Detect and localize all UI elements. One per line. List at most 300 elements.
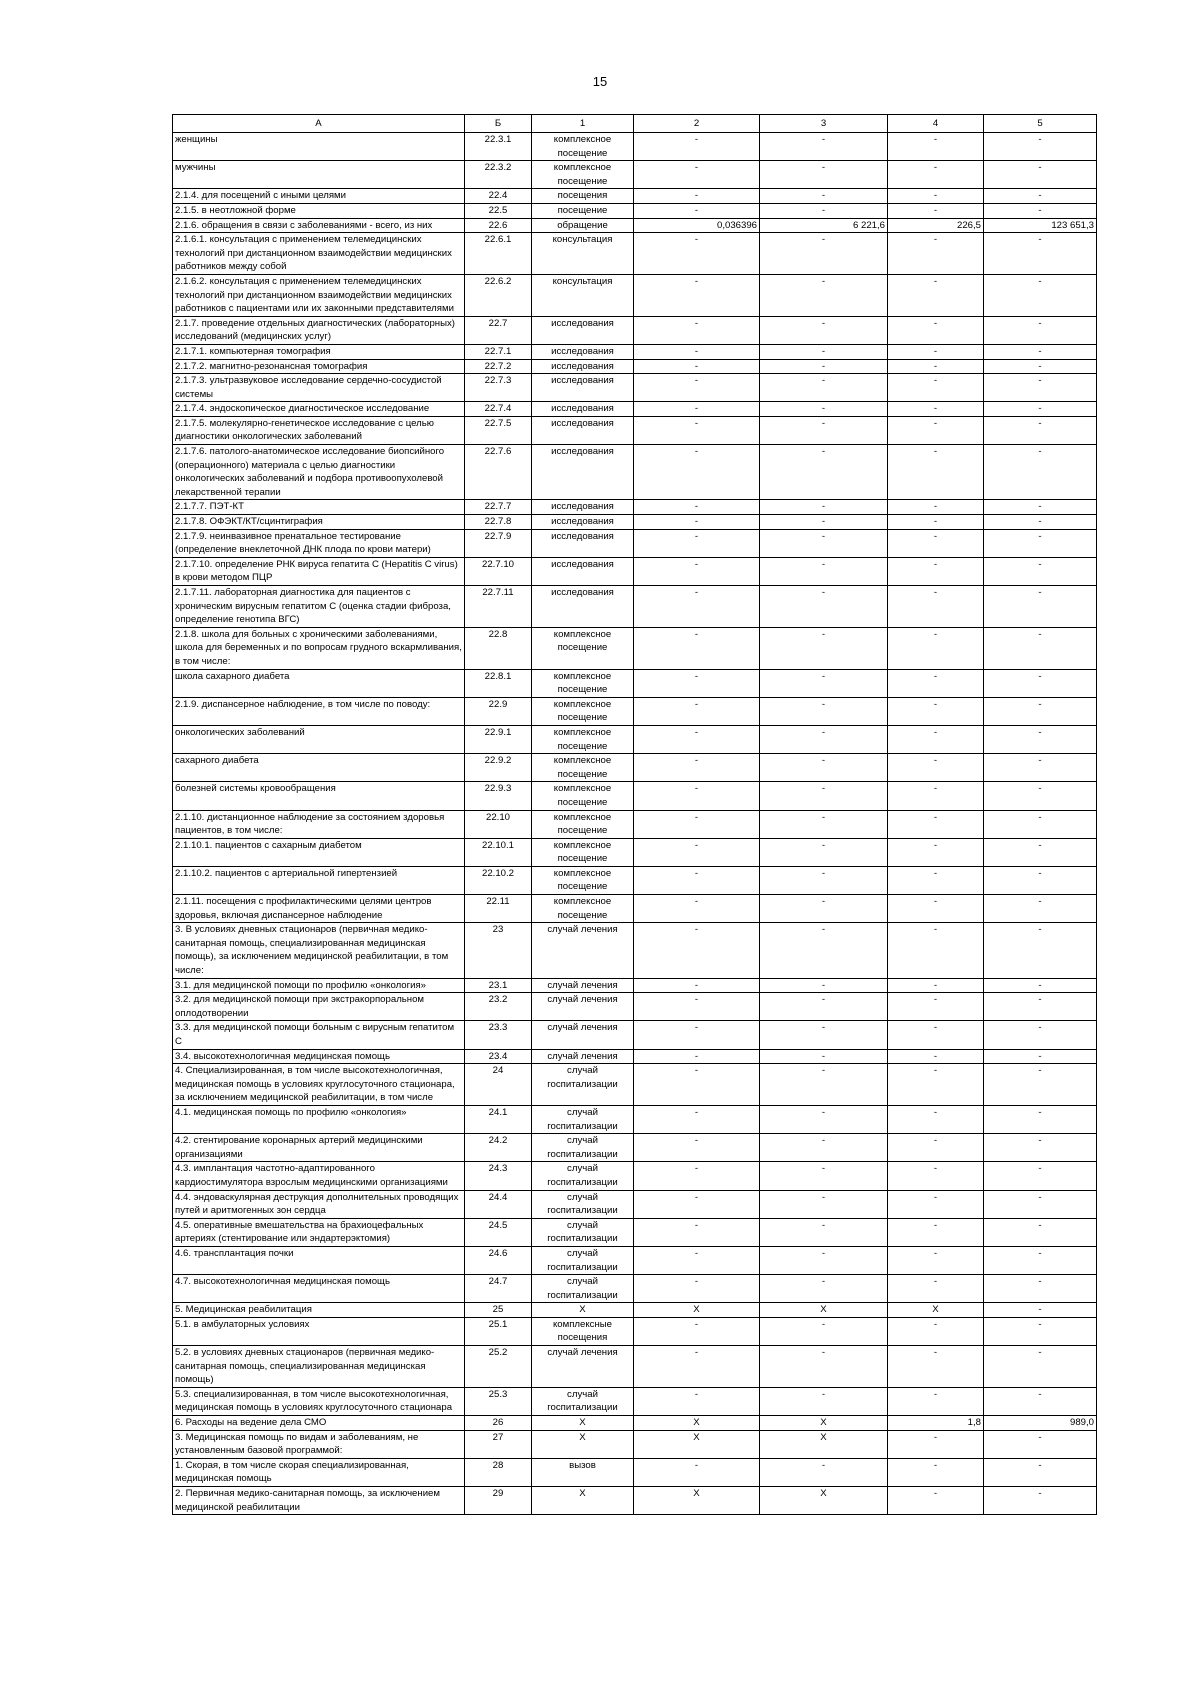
- header-col-2: 2: [634, 115, 760, 133]
- cell-unit: исследования: [532, 445, 634, 500]
- cell-col-4: -: [888, 1487, 984, 1515]
- cell-col-2: -: [634, 416, 760, 444]
- cell-name: 2.1.10.2. пациентов с артериальной гипертензией: [173, 866, 465, 894]
- cell-col-4: -: [888, 627, 984, 669]
- cell-unit: исследования: [532, 557, 634, 585]
- cell-col-4: -: [888, 316, 984, 344]
- cell-col-3: -: [760, 189, 888, 204]
- cell-col-4: -: [888, 923, 984, 978]
- cell-col-2: 0,036396: [634, 218, 760, 233]
- cell-row-code: 28: [465, 1458, 532, 1486]
- cell-col-3: -: [760, 1134, 888, 1162]
- cell-col-5: -: [984, 1387, 1097, 1415]
- cell-unit: Х: [532, 1416, 634, 1431]
- cell-unit: вызов: [532, 1458, 634, 1486]
- cell-row-code: 23: [465, 923, 532, 978]
- cell-unit: исследования: [532, 374, 634, 402]
- cell-col-2: Х: [634, 1430, 760, 1458]
- cell-col-2: -: [634, 1275, 760, 1303]
- cell-col-4: -: [888, 1162, 984, 1190]
- cell-unit: исследования: [532, 402, 634, 417]
- cell-row-code: 22.7.3: [465, 374, 532, 402]
- cell-col-5: -: [984, 754, 1097, 782]
- cell-col-2: -: [634, 1162, 760, 1190]
- cell-row-code: 23.3: [465, 1021, 532, 1049]
- cell-col-2: -: [634, 782, 760, 810]
- cell-name: 5.3. специализированная, в том числе высокотехнологичная, медицинская помощь в условиях круглосуточного стационара: [173, 1387, 465, 1415]
- cell-col-2: -: [634, 838, 760, 866]
- table-row: [173, 161, 1097, 189]
- cell-col-2: -: [634, 1105, 760, 1133]
- data-table: [172, 114, 1097, 1515]
- cell-unit: случай госпитализации: [532, 1190, 634, 1218]
- cell-col-4: -: [888, 1105, 984, 1133]
- cell-name: 2.1.7.10. определение РНК вируса гепатита С (Hepatitis C virus) в крови методом ПЦР: [173, 557, 465, 585]
- cell-col-3: 6 221,6: [760, 218, 888, 233]
- table-row: [173, 218, 1097, 233]
- cell-name: 2.1.7.4. эндоскопическое диагностическое исследование: [173, 402, 465, 417]
- cell-col-5: -: [984, 978, 1097, 993]
- cell-col-5: -: [984, 402, 1097, 417]
- cell-unit: случай лечения: [532, 993, 634, 1021]
- cell-col-5: -: [984, 557, 1097, 585]
- cell-col-4: -: [888, 557, 984, 585]
- cell-col-3: -: [760, 1190, 888, 1218]
- cell-row-code: 22.8: [465, 627, 532, 669]
- header-col-4: 4: [888, 115, 984, 133]
- cell-col-5: -: [984, 374, 1097, 402]
- cell-unit: случай госпитализации: [532, 1162, 634, 1190]
- cell-col-5: -: [984, 529, 1097, 557]
- cell-row-code: 27: [465, 1430, 532, 1458]
- cell-col-5: -: [984, 316, 1097, 344]
- cell-row-code: 22.6.2: [465, 274, 532, 316]
- cell-col-5: -: [984, 866, 1097, 894]
- cell-col-3: Х: [760, 1430, 888, 1458]
- cell-col-3: -: [760, 1021, 888, 1049]
- table-body: [173, 133, 1097, 1515]
- cell-row-code: 25: [465, 1303, 532, 1318]
- cell-col-5: -: [984, 1162, 1097, 1190]
- cell-col-2: -: [634, 1064, 760, 1106]
- cell-col-2: -: [634, 895, 760, 923]
- table-row: [173, 1190, 1097, 1218]
- cell-col-4: -: [888, 133, 984, 161]
- cell-name: 2.1.7.9. неинвазивное пренатальное тестирование (определение внеклеточной ДНК плода по крови матери): [173, 529, 465, 557]
- cell-unit: исследования: [532, 344, 634, 359]
- cell-col-5: -: [984, 500, 1097, 515]
- cell-row-code: 24.3: [465, 1162, 532, 1190]
- cell-col-5: -: [984, 725, 1097, 753]
- cell-unit: комплексное посещение: [532, 810, 634, 838]
- cell-col-2: -: [634, 557, 760, 585]
- cell-row-code: 22.9: [465, 697, 532, 725]
- cell-col-4: -: [888, 1346, 984, 1388]
- cell-unit: консультация: [532, 233, 634, 275]
- cell-unit: случай госпитализации: [532, 1105, 634, 1133]
- table-row: [173, 1346, 1097, 1388]
- cell-col-5: -: [984, 1049, 1097, 1064]
- cell-name: сахарного диабета: [173, 754, 465, 782]
- cell-col-2: -: [634, 233, 760, 275]
- cell-row-code: 22.7.11: [465, 586, 532, 628]
- cell-col-2: -: [634, 1134, 760, 1162]
- cell-unit: комплексное посещение: [532, 133, 634, 161]
- cell-row-code: 24.4: [465, 1190, 532, 1218]
- cell-col-4: Х: [888, 1303, 984, 1318]
- cell-col-4: -: [888, 1190, 984, 1218]
- cell-col-4: -: [888, 189, 984, 204]
- cell-col-4: -: [888, 810, 984, 838]
- cell-col-3: -: [760, 416, 888, 444]
- cell-unit: комплексное посещение: [532, 838, 634, 866]
- table-row: [173, 866, 1097, 894]
- cell-name: 5.2. в условиях дневных стационаров (первичная медико-санитарная помощь, специализированная медицинская помощь): [173, 1346, 465, 1388]
- table-row: [173, 978, 1097, 993]
- cell-row-code: 22.7.8: [465, 515, 532, 530]
- cell-unit: случай лечения: [532, 978, 634, 993]
- cell-col-4: -: [888, 669, 984, 697]
- cell-col-2: -: [634, 500, 760, 515]
- table-row: [173, 725, 1097, 753]
- cell-unit: случай лечения: [532, 1346, 634, 1388]
- cell-col-4: -: [888, 586, 984, 628]
- cell-row-code: 25.2: [465, 1346, 532, 1388]
- cell-row-code: 24.7: [465, 1275, 532, 1303]
- cell-col-3: -: [760, 203, 888, 218]
- table-row: [173, 557, 1097, 585]
- cell-unit: комплексное посещение: [532, 725, 634, 753]
- cell-col-5: -: [984, 1246, 1097, 1274]
- cell-col-3: -: [760, 754, 888, 782]
- cell-col-3: -: [760, 586, 888, 628]
- cell-row-code: 22.7.4: [465, 402, 532, 417]
- cell-row-code: 22.7.10: [465, 557, 532, 585]
- cell-col-2: -: [634, 923, 760, 978]
- cell-name: 2.1.7.6. патолого-анатомическое исследование биопсийного (операционного) материала с целью диагностики онкологических заболеваний и подбора противоопухолевой лекарственной терапии: [173, 445, 465, 500]
- cell-row-code: 22.11: [465, 895, 532, 923]
- cell-unit: исследования: [532, 529, 634, 557]
- cell-name: 2.1.8. школа для больных с хроническими заболеваниями, школа для беременных и по вопросам грудного вскармливания, в том числе:: [173, 627, 465, 669]
- cell-col-5: -: [984, 923, 1097, 978]
- cell-col-4: -: [888, 1134, 984, 1162]
- cell-col-5: -: [984, 515, 1097, 530]
- cell-name: 2.1.7.7. ПЭТ-КТ: [173, 500, 465, 515]
- table-row: [173, 445, 1097, 500]
- cell-name: 4.3. имплантация частотно-адаптированного кардиостимулятора взрослым медицинскими организациями: [173, 1162, 465, 1190]
- cell-col-4: -: [888, 1049, 984, 1064]
- cell-row-code: 22.3.2: [465, 161, 532, 189]
- cell-name: 2.1.9. диспансерное наблюдение, в том числе по поводу:: [173, 697, 465, 725]
- cell-name: 2.1.7.5. молекулярно-генетическое исследование с целью диагностики онкологических заболеваний: [173, 416, 465, 444]
- cell-name: 2. Первичная медико-санитарная помощь, за исключением медицинской реабилитации: [173, 1487, 465, 1515]
- table-header-row: [173, 115, 1097, 133]
- cell-col-3: -: [760, 725, 888, 753]
- cell-col-5: -: [984, 233, 1097, 275]
- cell-unit: посещения: [532, 189, 634, 204]
- cell-col-2: -: [634, 402, 760, 417]
- table-row: [173, 274, 1097, 316]
- cell-row-code: 22.7.6: [465, 445, 532, 500]
- table-row: [173, 1105, 1097, 1133]
- cell-col-4: -: [888, 754, 984, 782]
- cell-unit: комплексное посещение: [532, 866, 634, 894]
- cell-col-4: 1,8: [888, 1416, 984, 1431]
- table-row: [173, 500, 1097, 515]
- cell-row-code: 22.7.7: [465, 500, 532, 515]
- cell-name: 2.1.7.1. компьютерная томография: [173, 344, 465, 359]
- table-row: [173, 1246, 1097, 1274]
- table-row: [173, 1458, 1097, 1486]
- cell-col-5: -: [984, 1303, 1097, 1318]
- cell-row-code: 24: [465, 1064, 532, 1106]
- cell-col-3: -: [760, 1246, 888, 1274]
- cell-col-2: Х: [634, 1303, 760, 1318]
- cell-col-2: -: [634, 344, 760, 359]
- cell-col-5: -: [984, 359, 1097, 374]
- cell-col-4: -: [888, 1246, 984, 1274]
- cell-row-code: 22.5: [465, 203, 532, 218]
- cell-col-5: 989,0: [984, 1416, 1097, 1431]
- cell-col-4: -: [888, 1218, 984, 1246]
- cell-name: 3.4. высокотехнологичная медицинская помощь: [173, 1049, 465, 1064]
- header-col-1: 1: [532, 115, 634, 133]
- cell-name: школа сахарного диабета: [173, 669, 465, 697]
- cell-name: 2.1.4. для посещений с иными целями: [173, 189, 465, 204]
- cell-col-4: -: [888, 782, 984, 810]
- cell-col-3: -: [760, 866, 888, 894]
- table-row: [173, 344, 1097, 359]
- table-row: [173, 1162, 1097, 1190]
- cell-unit: комплексное посещение: [532, 895, 634, 923]
- cell-col-5: -: [984, 344, 1097, 359]
- cell-col-5: -: [984, 161, 1097, 189]
- cell-col-3: -: [760, 1317, 888, 1345]
- table-row: [173, 782, 1097, 810]
- cell-name: 4. Специализированная, в том числе высокотехнологичная, медицинская помощь в условиях круглосуточного стационара, за исключением медицинской реабилитации, в том числе: [173, 1064, 465, 1106]
- cell-col-2: -: [634, 627, 760, 669]
- cell-name: 3.1. для медицинской помощи по профилю «онкология»: [173, 978, 465, 993]
- cell-col-2: Х: [634, 1487, 760, 1515]
- cell-col-3: -: [760, 697, 888, 725]
- cell-col-5: -: [984, 1105, 1097, 1133]
- cell-col-2: -: [634, 274, 760, 316]
- cell-col-2: -: [634, 133, 760, 161]
- cell-col-4: -: [888, 838, 984, 866]
- cell-row-code: 22.10: [465, 810, 532, 838]
- cell-col-2: -: [634, 1049, 760, 1064]
- cell-unit: исследования: [532, 500, 634, 515]
- cell-col-5: -: [984, 1430, 1097, 1458]
- cell-unit: комплексное посещение: [532, 754, 634, 782]
- cell-col-2: -: [634, 810, 760, 838]
- cell-row-code: 29: [465, 1487, 532, 1515]
- table-row: [173, 895, 1097, 923]
- table-row: [173, 402, 1097, 417]
- cell-name: 6. Расходы на ведение дела СМО: [173, 1416, 465, 1431]
- header-col-5: 5: [984, 115, 1097, 133]
- cell-col-4: -: [888, 402, 984, 417]
- cell-col-4: -: [888, 1387, 984, 1415]
- table-row: [173, 1021, 1097, 1049]
- cell-name: 5. Медицинская реабилитация: [173, 1303, 465, 1318]
- cell-col-4: -: [888, 529, 984, 557]
- cell-col-4: -: [888, 500, 984, 515]
- cell-col-5: -: [984, 810, 1097, 838]
- cell-col-3: Х: [760, 1487, 888, 1515]
- cell-row-code: 22.7.1: [465, 344, 532, 359]
- cell-col-2: Х: [634, 1416, 760, 1431]
- cell-unit: случай лечения: [532, 1021, 634, 1049]
- cell-col-5: -: [984, 416, 1097, 444]
- cell-col-4: -: [888, 1021, 984, 1049]
- cell-col-2: -: [634, 189, 760, 204]
- cell-row-code: 22.4: [465, 189, 532, 204]
- cell-col-4: -: [888, 203, 984, 218]
- cell-row-code: 22.6: [465, 218, 532, 233]
- cell-col-4: -: [888, 1317, 984, 1345]
- cell-row-code: 22.9.3: [465, 782, 532, 810]
- cell-col-3: -: [760, 133, 888, 161]
- cell-unit: случай госпитализации: [532, 1246, 634, 1274]
- cell-col-5: 123 651,3: [984, 218, 1097, 233]
- cell-unit: комплексное посещение: [532, 782, 634, 810]
- cell-col-2: -: [634, 669, 760, 697]
- cell-row-code: 22.7.2: [465, 359, 532, 374]
- cell-col-5: -: [984, 1134, 1097, 1162]
- cell-name: 2.1.7. проведение отдельных диагностических (лабораторных) исследований (медицинских услуг): [173, 316, 465, 344]
- cell-col-4: -: [888, 445, 984, 500]
- cell-row-code: 22.3.1: [465, 133, 532, 161]
- cell-col-3: -: [760, 627, 888, 669]
- cell-col-3: -: [760, 402, 888, 417]
- cell-unit: случай госпитализации: [532, 1134, 634, 1162]
- table-row: [173, 1487, 1097, 1515]
- cell-unit: исследования: [532, 515, 634, 530]
- cell-unit: консультация: [532, 274, 634, 316]
- cell-col-3: -: [760, 344, 888, 359]
- cell-unit: случай госпитализации: [532, 1275, 634, 1303]
- cell-col-4: 226,5: [888, 218, 984, 233]
- table-row: [173, 515, 1097, 530]
- cell-name: 2.1.7.3. ультразвуковое исследование сердечно-сосудистой системы: [173, 374, 465, 402]
- table-row: [173, 923, 1097, 978]
- cell-name: 2.1.7.8. ОФЭКТ/КТ/сцинтиграфия: [173, 515, 465, 530]
- cell-col-3: -: [760, 923, 888, 978]
- table-row: [173, 1275, 1097, 1303]
- cell-name: 2.1.7.11. лабораторная диагностика для пациентов с хроническим вирусным гепатитом С (оценка стадии фиброза, определение генотипа ВГС): [173, 586, 465, 628]
- cell-col-4: -: [888, 725, 984, 753]
- cell-col-4: -: [888, 993, 984, 1021]
- cell-unit: исследования: [532, 586, 634, 628]
- cell-col-5: -: [984, 627, 1097, 669]
- cell-col-2: -: [634, 697, 760, 725]
- cell-row-code: 22.9.1: [465, 725, 532, 753]
- cell-col-3: -: [760, 316, 888, 344]
- header-col-3: 3: [760, 115, 888, 133]
- cell-name: онкологических заболеваний: [173, 725, 465, 753]
- cell-row-code: 24.6: [465, 1246, 532, 1274]
- cell-col-2: -: [634, 1021, 760, 1049]
- cell-row-code: 22.9.2: [465, 754, 532, 782]
- cell-row-code: 22.6.1: [465, 233, 532, 275]
- cell-col-5: -: [984, 445, 1097, 500]
- cell-unit: обращение: [532, 218, 634, 233]
- table-row: [173, 1430, 1097, 1458]
- table-row: [173, 1387, 1097, 1415]
- table-row: [173, 1317, 1097, 1345]
- cell-col-5: -: [984, 274, 1097, 316]
- cell-col-4: -: [888, 895, 984, 923]
- cell-col-3: -: [760, 233, 888, 275]
- table-row: [173, 1303, 1097, 1318]
- cell-col-5: -: [984, 1346, 1097, 1388]
- cell-col-3: -: [760, 557, 888, 585]
- cell-name: 1. Скорая, в том числе скорая специализированная, медицинская помощь: [173, 1458, 465, 1486]
- page-number: 15: [592, 74, 608, 89]
- cell-unit: Х: [532, 1303, 634, 1318]
- table-row: [173, 810, 1097, 838]
- cell-col-2: -: [634, 978, 760, 993]
- table-row: [173, 697, 1097, 725]
- cell-name: 2.1.5. в неотложной форме: [173, 203, 465, 218]
- table-row: [173, 586, 1097, 628]
- cell-col-3: -: [760, 1218, 888, 1246]
- cell-unit: комплексные посещения: [532, 1317, 634, 1345]
- cell-col-2: -: [634, 316, 760, 344]
- cell-col-4: -: [888, 515, 984, 530]
- cell-name: 3. В условиях дневных стационаров (первичная медико-санитарная помощь, специализированная медицинская помощь), за исключением медицинской реабилитации, в том числе:: [173, 923, 465, 978]
- cell-unit: случай госпитализации: [532, 1218, 634, 1246]
- cell-col-3: -: [760, 1162, 888, 1190]
- cell-name: 5.1. в амбулаторных условиях: [173, 1317, 465, 1345]
- cell-name: 2.1.6.2. консультация с применением телемедицинских технологий при дистанционном взаимодействии медицинских работников с пациентами или их законными представителями: [173, 274, 465, 316]
- table-row: [173, 627, 1097, 669]
- cell-col-5: -: [984, 697, 1097, 725]
- cell-col-2: -: [634, 1387, 760, 1415]
- cell-col-2: -: [634, 993, 760, 1021]
- cell-col-5: -: [984, 838, 1097, 866]
- cell-col-3: -: [760, 274, 888, 316]
- cell-name: 4.2. стентирование коронарных артерий медицинскими организациями: [173, 1134, 465, 1162]
- cell-col-2: -: [634, 359, 760, 374]
- cell-name: 3. Медицинская помощь по видам и заболеваниям, не установленным базовой программой:: [173, 1430, 465, 1458]
- cell-col-3: -: [760, 782, 888, 810]
- cell-row-code: 23.2: [465, 993, 532, 1021]
- cell-row-code: 24.5: [465, 1218, 532, 1246]
- cell-col-4: -: [888, 416, 984, 444]
- cell-col-4: -: [888, 978, 984, 993]
- cell-col-3: -: [760, 669, 888, 697]
- cell-row-code: 23.4: [465, 1049, 532, 1064]
- cell-col-5: -: [984, 1487, 1097, 1515]
- table-row: [173, 529, 1097, 557]
- cell-unit: случай лечения: [532, 1049, 634, 1064]
- cell-row-code: 23.1: [465, 978, 532, 993]
- cell-name: мужчины: [173, 161, 465, 189]
- cell-unit: комплексное посещение: [532, 627, 634, 669]
- header-col-b: Б: [465, 115, 532, 133]
- cell-name: 2.1.10. дистанционное наблюдение за состоянием здоровья пациентов, в том числе:: [173, 810, 465, 838]
- cell-col-3: -: [760, 445, 888, 500]
- table-row: [173, 1218, 1097, 1246]
- cell-row-code: 22.10.2: [465, 866, 532, 894]
- cell-col-2: -: [634, 725, 760, 753]
- cell-col-2: -: [634, 1190, 760, 1218]
- cell-col-3: Х: [760, 1303, 888, 1318]
- cell-col-5: -: [984, 1275, 1097, 1303]
- cell-col-5: -: [984, 1458, 1097, 1486]
